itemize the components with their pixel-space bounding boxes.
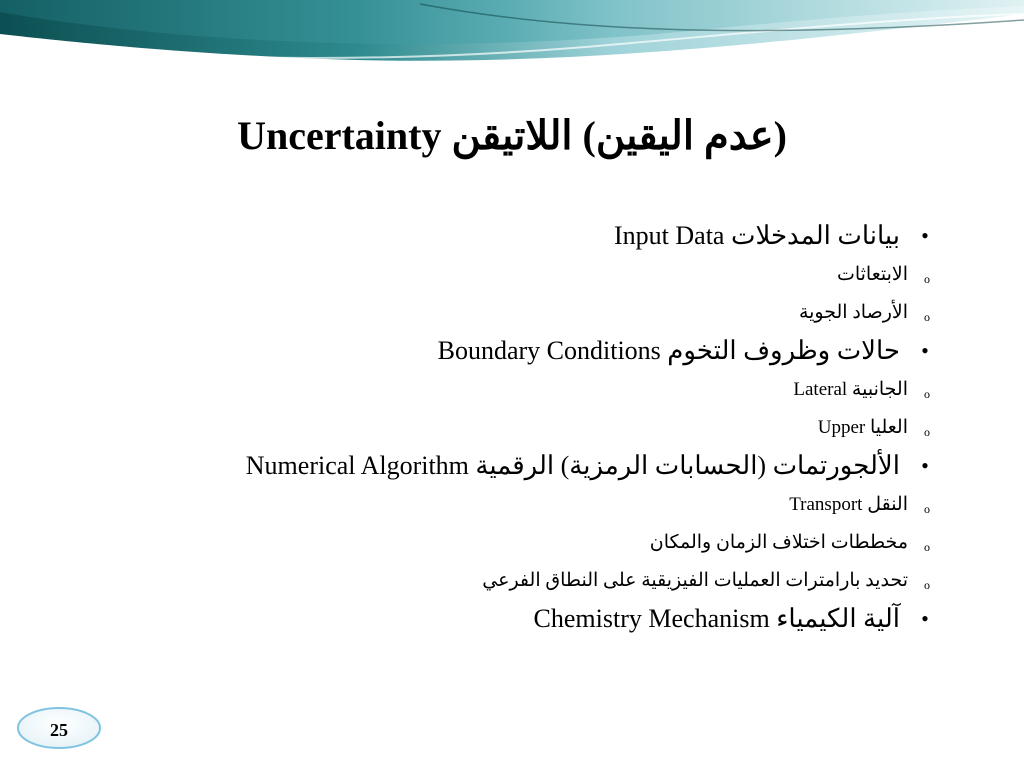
circle-bullet-icon: o	[924, 577, 930, 592]
sub-bullet-item	[200, 523, 940, 561]
sub-bullet-item	[200, 561, 940, 599]
circle-bullet-icon: o	[924, 386, 930, 401]
sub-bullet-text: الجانبية Lateral	[793, 378, 908, 400]
sub-bullet-text: الأرصاد الجوية	[798, 301, 908, 323]
bullet-text: بيانات المدخلات Input Data	[614, 221, 900, 250]
circle-bullet-icon: o	[924, 271, 930, 286]
bullet-text: الألجورتمات (الحسابات الرمزية) الرقمية Numerical Algorithm	[245, 451, 900, 480]
page-number: 25	[50, 720, 68, 740]
bullet-dot-icon: •	[921, 338, 929, 363]
slide-title-text: (عدم اليقين) اللاتيقن Uncertainty	[237, 113, 787, 158]
sub-bullet-item	[200, 293, 940, 331]
bullet-item	[200, 217, 940, 255]
sub-bullet-text: مخططات اختلاف الزمان والمكان	[649, 531, 908, 553]
sub-bullet-item	[200, 370, 940, 408]
sub-bullet-item	[200, 408, 940, 446]
circle-bullet-icon: o	[924, 539, 930, 554]
bullet-item	[200, 332, 940, 370]
bullet-text: آلية الكيمياء Chemistry Mechanism	[533, 604, 900, 633]
sub-bullet-item	[200, 255, 940, 293]
bullet-dot-icon: •	[921, 223, 929, 248]
bullet-list	[200, 216, 940, 638]
bullet-dot-icon: •	[921, 453, 929, 478]
sub-bullet-item	[200, 485, 940, 523]
slide-title	[0, 112, 1024, 159]
sub-bullet-text: النقل Transport	[789, 493, 908, 515]
circle-bullet-icon: o	[924, 424, 930, 439]
sub-bullet-text: العليا Upper	[817, 416, 908, 438]
header-banner	[0, 0, 1024, 70]
sub-bullet-text: الابتعاثات	[836, 263, 908, 285]
circle-bullet-icon: o	[924, 501, 930, 516]
bullet-dot-icon: •	[921, 606, 929, 631]
bullet-text: حالات وظروف التخوم Boundary Conditions	[437, 336, 900, 365]
sub-bullet-text: تحديد بارامترات العمليات الفيزيقية على النطاق الفرعي	[482, 569, 908, 591]
bullet-item	[200, 600, 940, 638]
circle-bullet-icon: o	[924, 309, 930, 324]
bullet-item	[200, 447, 940, 485]
